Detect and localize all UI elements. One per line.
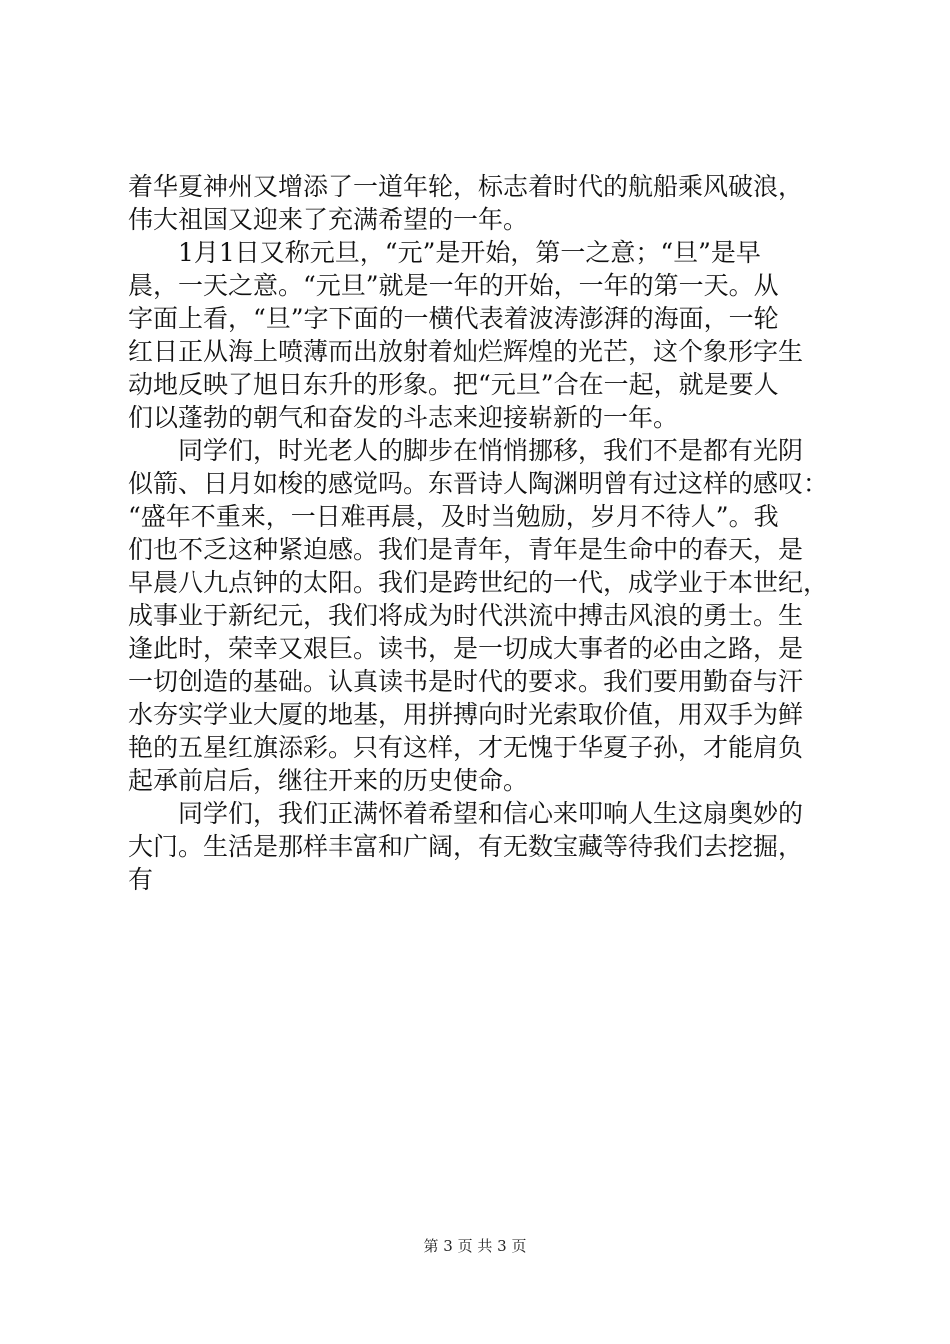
- paragraph-start-line: 同学们，我们正满怀着希望和信心来叩响人生这扇奥妙的: [178, 799, 804, 828]
- text-line: 红日正从海上喷薄而出放射着灿烂辉煌的光芒，这个象形字生: [128, 337, 804, 366]
- text-line: 一切创造的基础。认真读书是时代的要求。我们要用勤奋与汗: [128, 667, 804, 696]
- paragraph-start-line: 1月1日又称元旦，“元”是开始，第一之意；“旦”是早: [178, 238, 761, 267]
- text-line: 成事业于新纪元，我们将成为时代洪流中搏击风浪的勇士。生: [128, 601, 804, 630]
- body-text: [128, 170, 828, 896]
- text-line: 水夯实学业大厦的地基，用拼搏向时光索取价值，用双手为鲜: [128, 700, 804, 729]
- text-line: 起承前启后，继往开来的历史使命。: [128, 766, 529, 795]
- text-line: 们以蓬勃的朝气和奋发的斗志来迎接崭新的一年。: [128, 403, 679, 432]
- text-line: 着华夏神州又增添了一道年轮，标志着时代的航船乘风破浪，: [128, 172, 804, 201]
- text-line: 动地反映了旭日东升的形象。把“元旦”合在一起，就是要人: [128, 370, 779, 399]
- text-line: 逢此时，荣幸又艰巨。读书，是一切成大事者的必由之路，是: [128, 634, 804, 663]
- text-line: 艳的五星红旗添彩。只有这样，才无愧于华夏子孙，才能肩负: [128, 733, 804, 762]
- paragraph-start-line: 同学们，时光老人的脚步在悄悄挪移，我们不是都有光阴: [178, 436, 804, 465]
- text-line: 字面上看，“旦”字下面的一横代表着波涛澎湃的海面，一轮: [128, 304, 779, 333]
- text-line: 伟大祖国又迎来了充满希望的一年。: [128, 205, 529, 234]
- text-line: 早晨八九点钟的太阳。我们是跨世纪的一代，成学业于本世纪，: [128, 568, 829, 597]
- page-number-footer: 第 3 页 共 3 页: [423, 1237, 527, 1255]
- text-line: 大门。生活是那样丰富和广阔，有无数宝藏等待我们去挖掘，: [128, 832, 804, 861]
- text-line: 有: [128, 865, 154, 894]
- text-line: “盛年不重来，一日难再晨，及时当勉励，岁月不待人”。我: [128, 502, 779, 531]
- text-line: 似箭、日月如梭的感觉吗。东晋诗人陶渊明曾有过这样的感叹：: [128, 469, 829, 498]
- text-line: 晨，一天之意。“元旦”就是一年的开始，一年的第一天。从: [128, 271, 779, 300]
- text-line: 们也不乏这种紧迫感。我们是青年，青年是生命中的春天，是: [128, 535, 804, 564]
